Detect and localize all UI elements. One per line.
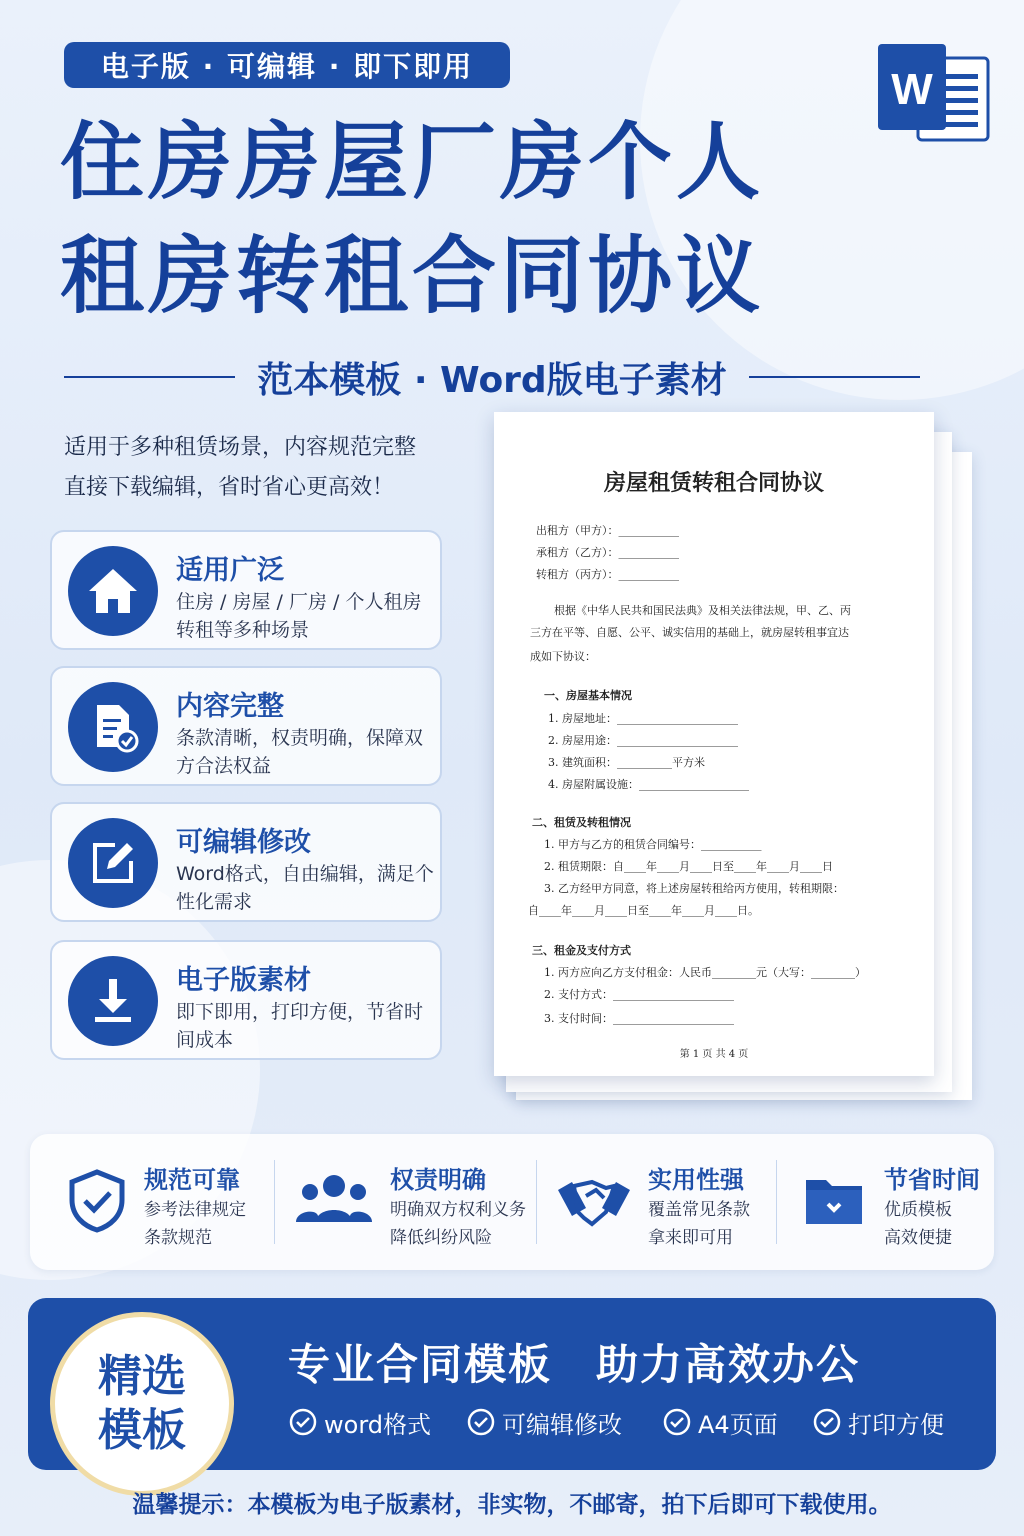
benefit-desc <box>884 1196 952 1252</box>
check-label: 打印方便 <box>848 1410 944 1439</box>
handshake-icon <box>556 1168 622 1234</box>
benefit-desc-line: 降低纠纷风险 <box>390 1228 492 1248</box>
strip-divider <box>274 1160 275 1244</box>
intro-text <box>64 428 484 508</box>
check-item <box>466 1404 622 1440</box>
word-logo-icon <box>878 44 990 144</box>
doc-line: 4. 房屋附属设施：____________________ <box>548 778 749 791</box>
doc-party-line: 转租方（丙方）：___________ <box>536 568 679 581</box>
benefit-desc-line: 高效便捷 <box>884 1228 952 1248</box>
benefit-desc <box>390 1196 526 1252</box>
benefit-desc-line: 条款规范 <box>144 1228 212 1248</box>
top-badge: 电子版 · 可编辑 · 即下即用 <box>64 42 510 88</box>
check-label: A4页面 <box>698 1410 778 1439</box>
banner-title: 专业合同模板 助力高效办公 <box>288 1340 861 1389</box>
word-logo-letter: W <box>891 65 933 114</box>
benefit-item <box>64 1134 284 1270</box>
intro-line: 适用于多种租赁场景，内容规范完整 <box>64 435 417 460</box>
check-item <box>662 1404 778 1440</box>
doc-preamble-line: 根据《中华人民共和国民法典》及相关法律法规，甲、乙、丙 <box>554 604 851 617</box>
feature-title: 电子版素材 <box>176 965 311 996</box>
check-item <box>288 1404 431 1440</box>
check-item <box>812 1404 944 1440</box>
doc-line: 1. 甲方与乙方的租赁合同编号：___________ <box>544 838 762 851</box>
feature-title: 内容完整 <box>176 691 284 722</box>
doc-section-title: 一、房屋基本情况 <box>544 689 632 702</box>
check-label: word格式 <box>324 1410 431 1439</box>
doc-page-footer: 第 1 页 共 4 页 <box>679 1049 749 1060</box>
benefit-title: 权责明确 <box>390 1166 486 1194</box>
subtitle-row <box>64 350 920 404</box>
feature-desc: 条款清晰，权责明确，保障双方合法权益 <box>176 727 424 777</box>
benefit-item <box>296 1134 536 1270</box>
benefit-desc-line: 拿来即可用 <box>648 1228 733 1248</box>
benefit-item <box>802 1134 992 1270</box>
subtitle: 范本模板 · Word版电子素材 <box>257 359 727 401</box>
feature-card-wide-use <box>50 530 442 650</box>
people-icon <box>296 1168 362 1234</box>
benefit-desc <box>144 1196 246 1252</box>
strip-divider <box>776 1160 777 1244</box>
benefits-strip <box>30 1134 994 1270</box>
feature-title: 可编辑修改 <box>176 827 311 858</box>
main-title-line-2: 租房转租合同协议 <box>60 227 765 325</box>
benefit-title: 节省时间 <box>884 1166 980 1194</box>
benefit-desc-line: 明确双方权利义务 <box>390 1200 526 1220</box>
doc-line: 2. 支付方式：______________________ <box>544 988 734 1001</box>
intro-line: 直接下载编辑，省时省心更高效！ <box>64 475 395 500</box>
seal-badge <box>50 1312 234 1496</box>
doc-line: 3. 乙方经甲方同意，将上述房屋转租给丙方使用，转租期限： <box>544 882 844 895</box>
benefit-desc <box>648 1196 750 1252</box>
main-title-line-1: 住房房屋厂房个人 <box>60 113 765 211</box>
feature-desc: 住房 / 房屋 / 厂房 / 个人租房转租等多种场景 <box>176 591 422 641</box>
document-check-icon <box>68 682 158 772</box>
seal-text: 精选 <box>98 1351 186 1402</box>
benefit-desc-line: 覆盖常见条款 <box>648 1200 750 1220</box>
feature-desc: 即下即用，打印方便，节省时间成本 <box>176 1001 424 1051</box>
subtitle-rule-right <box>749 376 920 378</box>
seal-text: 模板 <box>98 1405 186 1456</box>
benefit-item <box>556 1134 776 1270</box>
doc-preamble-line: 三方在平等、自愿、公平、诚实信用的基础上，就房屋转租事宜达 <box>530 626 849 639</box>
benefit-title: 实用性强 <box>648 1166 744 1194</box>
doc-section-title: 三、租金及支付方式 <box>532 944 631 957</box>
download-icon <box>68 956 158 1046</box>
doc-section-title: 二、租赁及转租情况 <box>532 816 631 829</box>
doc-line: 自____年____月____日至____年____月____日。 <box>528 904 759 917</box>
check-circle-icon <box>662 1407 692 1437</box>
benefit-title: 规范可靠 <box>144 1166 240 1194</box>
doc-line: 1. 房屋地址：______________________ <box>548 712 738 725</box>
document-preview <box>494 412 934 1076</box>
doc-line: 3. 支付时间：______________________ <box>544 1012 734 1025</box>
strip-divider <box>536 1160 537 1244</box>
doc-line: 2. 租赁期限：自____年____月____日至____年____月____日 <box>544 860 833 873</box>
feature-desc: Word格式，自由编辑，满足个性化需求 <box>176 863 434 913</box>
edit-icon <box>68 818 158 908</box>
benefit-desc-line: 优质模板 <box>884 1200 952 1220</box>
feature-card-editable <box>50 802 442 922</box>
feature-title: 适用广泛 <box>176 555 284 586</box>
check-label: 可编辑修改 <box>502 1410 622 1439</box>
check-circle-icon <box>288 1407 318 1437</box>
feature-card-digital <box>50 940 442 1060</box>
folder-icon <box>802 1168 868 1234</box>
doc-party-line: 承租方（乙方）：___________ <box>536 546 679 559</box>
doc-party-line: 出租方（甲方）：___________ <box>536 524 679 537</box>
doc-line: 2. 房屋用途：______________________ <box>548 734 738 747</box>
doc-line: 1. 丙方应向乙方支付租金：人民币________元（大写：________） <box>544 966 866 979</box>
check-circle-icon <box>466 1407 496 1437</box>
footer-note: 温馨提示：本模板为电子版素材，非实物，不邮寄，拍下后即可下载使用。 <box>132 1492 892 1518</box>
benefit-desc-line: 参考法律规定 <box>144 1200 246 1220</box>
check-circle-icon <box>812 1407 842 1437</box>
house-icon <box>68 546 158 636</box>
doc-preamble-line: 成如下协议： <box>530 650 596 663</box>
doc-line: 3. 建筑面积：__________平方米 <box>548 756 705 769</box>
shield-check-icon <box>64 1168 130 1234</box>
document-title: 房屋租赁转租合同协议 <box>603 470 824 496</box>
subtitle-rule-left <box>64 376 235 378</box>
feature-card-complete <box>50 666 442 786</box>
